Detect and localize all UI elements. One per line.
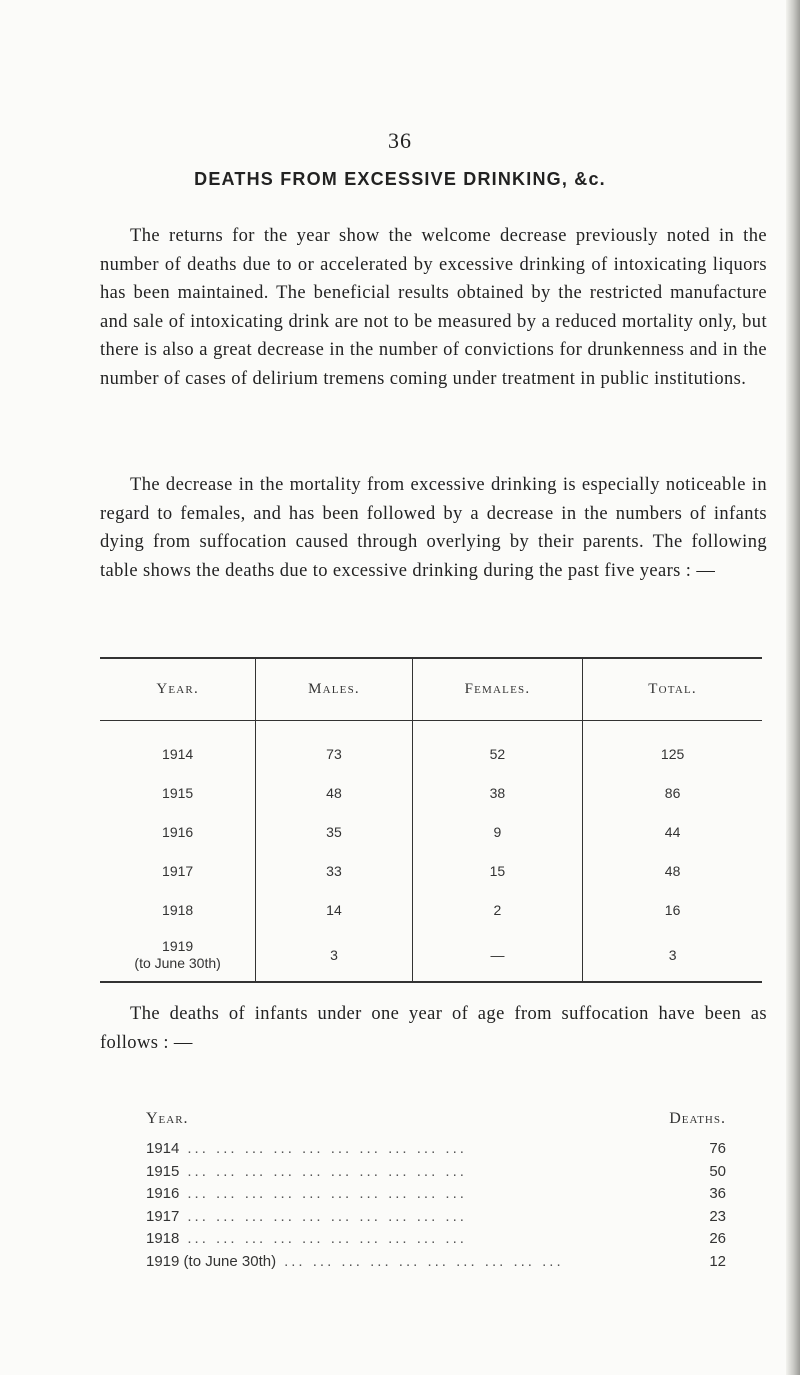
header-females: Females. [412,658,582,721]
cell-females: 2 [412,890,582,929]
infant-deaths-value: 50 [709,1162,726,1180]
cell-year-value: 1919 [162,938,194,954]
cell-year: 1918 [162,901,194,918]
cell-females: 15 [412,851,582,890]
deaths-table [100,657,762,983]
infant-year: 1919 (to June 30th) [146,1252,277,1270]
cell-males: 3 [256,929,412,982]
list-item [146,1208,726,1231]
list-item [146,1185,726,1208]
cell-year: 1914 [162,745,194,762]
cell-total: 48 [583,851,762,890]
cell-year: 1915 [162,784,194,801]
cell-males: 14 [256,890,412,929]
infant-year: 1916 [146,1185,180,1202]
infant-year: 1917 [146,1207,180,1225]
dot-leader: ... ... ... ... ... ... ... ... ... ... [187,1162,467,1180]
dot-leader: ... ... ... ... ... ... ... ... ... ... [187,1185,467,1202]
page-number: 36 [388,128,412,153]
dot-leader: ... ... ... ... ... ... ... ... ... ... [187,1140,467,1157]
paragraph-decrease: The decrease in the mortality from excessive drinking is especially noticeable in regard to females, and has been followed by a decrease in the numbers of infants dying from suffocation caused through overlying by their parents. The following table shows the deaths due to excessive drinking during the past five years : — [100,475,767,581]
page-edge-shadow [786,0,800,1375]
cell-year-note: (to June 30th) [134,955,221,971]
infant-year: 1915 [146,1162,180,1180]
infant-year: 1918 [146,1230,180,1247]
cell-females: 52 [412,721,582,774]
cell-males: 35 [256,812,412,851]
cell-males: 33 [256,851,412,890]
table-row [100,812,762,851]
header-total: Total. [583,658,762,721]
cell-year: 1917 [162,862,194,879]
dot-leader: ... ... ... ... ... ... ... ... ... ... [187,1230,467,1247]
infant-deaths-value: 76 [709,1140,726,1157]
section-heading: DEATHS FROM EXCESSIVE DRINKING, &c. [194,169,606,189]
cell-total: 16 [583,890,762,929]
header-males: Males. [256,658,412,721]
cell-females: 9 [412,812,582,851]
cell-year: 1916 [162,823,194,840]
dot-leader: ... ... ... ... ... ... ... ... ... ... [187,1207,467,1225]
list-item [146,1253,726,1276]
table-row [100,721,762,774]
infant-deaths-value: 36 [709,1185,726,1202]
cell-females: 38 [412,773,582,812]
table-row [100,851,762,890]
cell-year [100,929,256,982]
table-row [100,773,762,812]
table-row [100,890,762,929]
cell-total: 3 [583,929,762,982]
table-row [100,929,762,982]
list-item [146,1140,726,1163]
paragraph-returns: The returns for the year show the welcome decrease previously noted in the number of deaths due to or accelerated by excessive drinking of intoxicating liquors has been maintained. The beneficial results obtained by the restricted manufacture and sale of intoxicating drink are not to be measured by a reduced mortality only, but there is also a great decrease in the number of convictions for drunkenness and in the number of cases of delirium tremens coming under treatment in public institutions. [100,226,767,389]
cell-males: 73 [256,721,412,774]
infant-table-header [146,1110,726,1140]
header-year: Year. [100,658,256,721]
deaths-table-header-row [100,658,762,721]
infant-year: 1914 [146,1140,180,1157]
list-item [146,1163,726,1186]
infant-header-year: Year. [146,1110,189,1127]
cell-total: 125 [583,721,762,774]
cell-total: 86 [583,773,762,812]
cell-total: 44 [583,812,762,851]
dot-leader: ... ... ... ... ... ... ... ... ... ... [284,1252,564,1270]
infant-deaths-value: 23 [709,1207,726,1225]
infant-header-deaths: Deaths. [669,1110,726,1127]
cell-males: 48 [256,773,412,812]
paragraph-infants: The deaths of infants under one year of age from suffocation have been as follows : — [100,1004,767,1053]
infant-deaths-value: 26 [709,1230,726,1247]
list-item [146,1230,726,1253]
cell-females: — [412,929,582,982]
infant-deaths-table [146,1110,726,1275]
infant-deaths-value: 12 [709,1252,726,1270]
